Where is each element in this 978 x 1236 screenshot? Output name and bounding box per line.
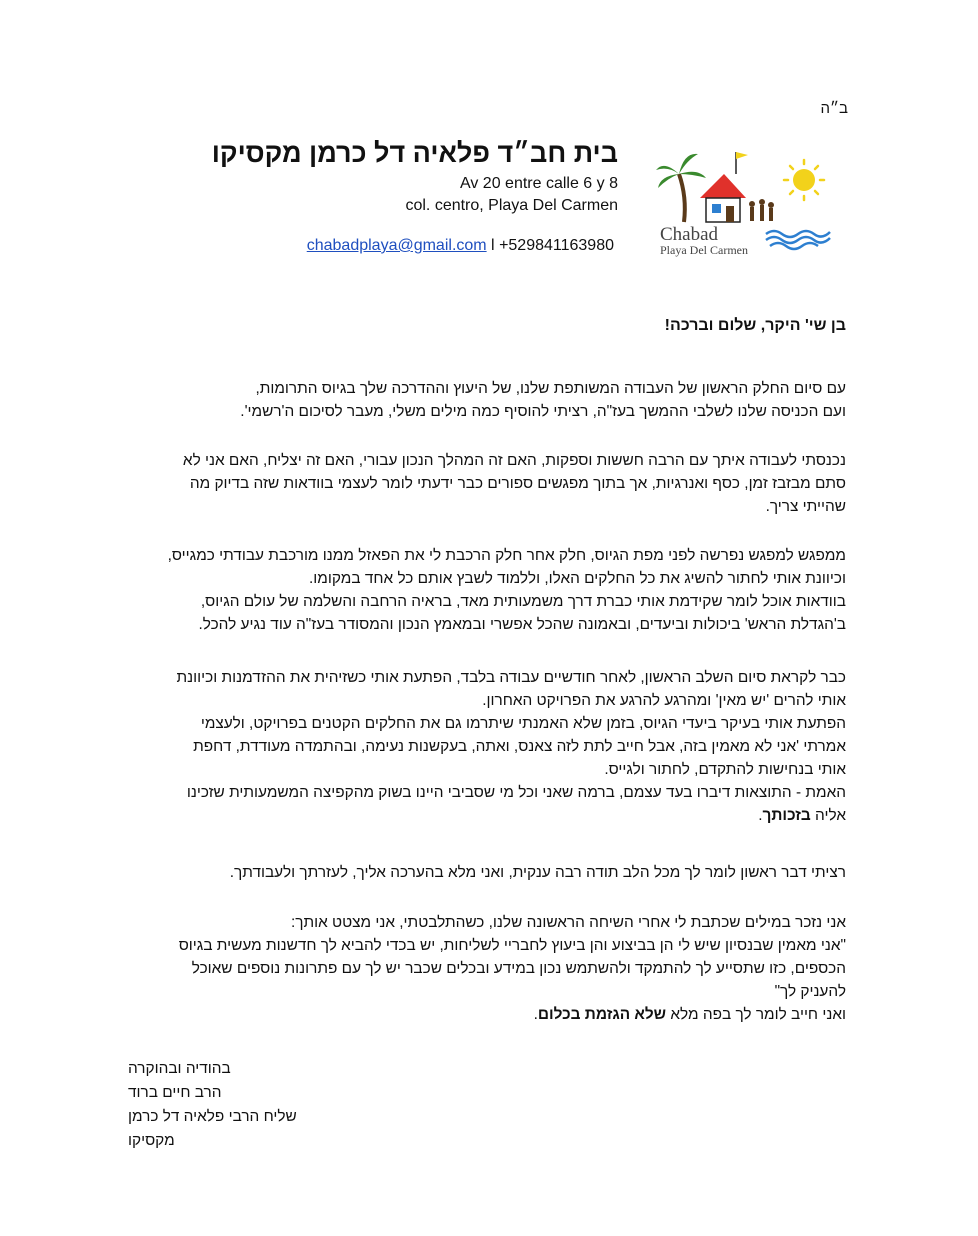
signature-line: שליח הרבי פלאיה דל כרמן [128, 1108, 297, 1125]
bh-heading: ב״ה [820, 100, 848, 117]
address-line-1: Av 20 entre calle 6 y 8 [459, 175, 618, 192]
logo-text-city: Playa Del Carmen [660, 243, 748, 257]
paragraph-3 [130, 544, 846, 636]
text-line: אותי בנחישות להתקדם, לחתור ולגייס. [604, 761, 846, 778]
phone-number: +529841163980 [499, 237, 614, 254]
text-line: אמרתי 'אני לא מאמין בזה, אבל חייב לתת לזה צאנס, ואתה, בעקשנות נעימה, ובהתמדה מעודדת, דחפת [193, 738, 846, 755]
text-line: עם סיום החלק הראשון של העבודה המשותפת שלנו, של היעוץ וההדרכה שלך בגיוס התרומות, [255, 380, 846, 397]
text-line [130, 1003, 846, 1026]
text-line: אני נזכר במילים שכתבת לי אחרי השיחה הראשונה שלנו, כשהתלבטתי, אני מצטט אותך: [290, 914, 846, 931]
bold-text: שלא הגזמת בכלום [537, 1006, 667, 1023]
palm-tree-icon [656, 154, 706, 222]
text-line: ועם הכניסה שלנו לשלבי ההמשך בעז"ה, רציתי להוסיף כמה מילים משלי, מעבר לסיכום ה'רשמי'. [240, 403, 846, 420]
contact-separator: l [486, 237, 500, 254]
text-line: הכספים, כזו שתסייע לך להתמקד ולהשתמש נכון במידע ובכלים שכבר יש לך עם פתרונות נוספים שאוכל [191, 960, 846, 977]
bold-text: בזכותך [762, 807, 811, 824]
text-line: אותי להרים 'יש מאין' ומהרגע להרגע את הפרויקט האחרון. [482, 692, 846, 709]
contact-line [307, 237, 614, 255]
chabad-logo [654, 142, 832, 260]
paragraph-2 [130, 449, 846, 518]
organization-name: בית חב״ד פלאיה דל כרמן מקסיקו [211, 138, 618, 168]
waves-icon [766, 231, 830, 249]
text-line: "אני מאמין שבנסיון שיש לי הן בביצוע והן ביעוץ לחבריי לשליחות, יש בכדי להביא לך חדשנות מעשית בגיוס [178, 937, 846, 954]
paragraph-1 [130, 377, 846, 423]
sun-icon [784, 160, 824, 200]
text-line: להעניק לך" [774, 983, 846, 1000]
text-line: נכנסתי לעבודה איתך עם הרבה חששות וספקות, האם זה המהלך הנכון עבורי, האם זה יצליח, האם אני לא [182, 452, 846, 469]
email-link[interactable]: chabadplaya@gmail.com [306, 237, 487, 254]
text-line: האמת - התוצאות דיברו בעד עצמם, ברמה שאני וכל מי שסביבי היינו בשוק מהקפיצה המשמעותית שזכינו [186, 784, 846, 801]
paragraph-5 [130, 861, 846, 884]
text-segment: . [758, 807, 763, 824]
text-line: סתם מבזבז זמן, כסף ואנרגיות, אך בתוך מפגשים ספורים כבר ידעתי לומר לעצמי בוודאות שזה בדיוק מה [189, 475, 846, 492]
text-segment: אליה [810, 807, 846, 824]
text-line: רציתי דבר ראשון לומר לך מכל הלב תודה רבה ענקית, ואני מלא בהערכה אליך, לעזרתך ולעבודתך. [229, 864, 846, 881]
paragraph-6 [130, 911, 846, 1026]
text-segment: . [533, 1006, 538, 1023]
text-line [130, 804, 846, 827]
signature-block [128, 1057, 428, 1153]
text-line: הפתעת אותי בעיקר ביעדי הגיוס, בזמן שלא האמנתי שיתרמו גם את החלקים הקטנים בפרויקט, ולעצמי [200, 715, 846, 732]
text-line: כבר לקראת סיום השלב הראשון, לאחר חודשיים עבודה בלבד, הפתעת אותי כשזיהית את ההזדמנות וכיוונת [176, 669, 846, 686]
signature-line: הרב חיים ברוד [128, 1084, 222, 1101]
text-line: שהייתי צריך. [765, 498, 846, 515]
signature-line: בהודיה ובהוקרה [128, 1060, 231, 1077]
text-line: ממפגש למפגש נפרשה לפני מפת הגיוס, חלק אחר חלק הרכבת לי את הפאזל ממנו מורכבת עבודתי כמגייס, [167, 547, 846, 564]
text-segment: ואני חייב לומר לך בפה מלא [666, 1006, 846, 1023]
signature-line: מקסיקו [128, 1132, 175, 1149]
address-line-2: col. centro, Playa Del Carmen [405, 197, 618, 214]
text-line: וכיוונת אותי לחתור להשיג את כל החלקים האלו, וללמוד לשבץ אותם כל אחד במקומו. [309, 570, 846, 587]
figures-icon [749, 199, 774, 221]
logo-text-chabad: Chabad [660, 224, 719, 245]
text-line: בוודאות אוכל לומר שקידמת אותי כברת דרך משמעותית מאד, בראיה הרחבה והשלמה של עולם הגיוס, [200, 593, 846, 610]
house-icon [700, 152, 748, 222]
text-line: ב'הגדלת הראש' ביכולות וביעדים, ובאמונה שהכל אפשרי ובמאמץ הנכון והמסודר בעז"ה עוד נגיע להכל. [198, 616, 846, 633]
greeting: בן שי' היקר, שלום וברכה! [664, 317, 846, 334]
paragraph-4 [130, 666, 846, 827]
